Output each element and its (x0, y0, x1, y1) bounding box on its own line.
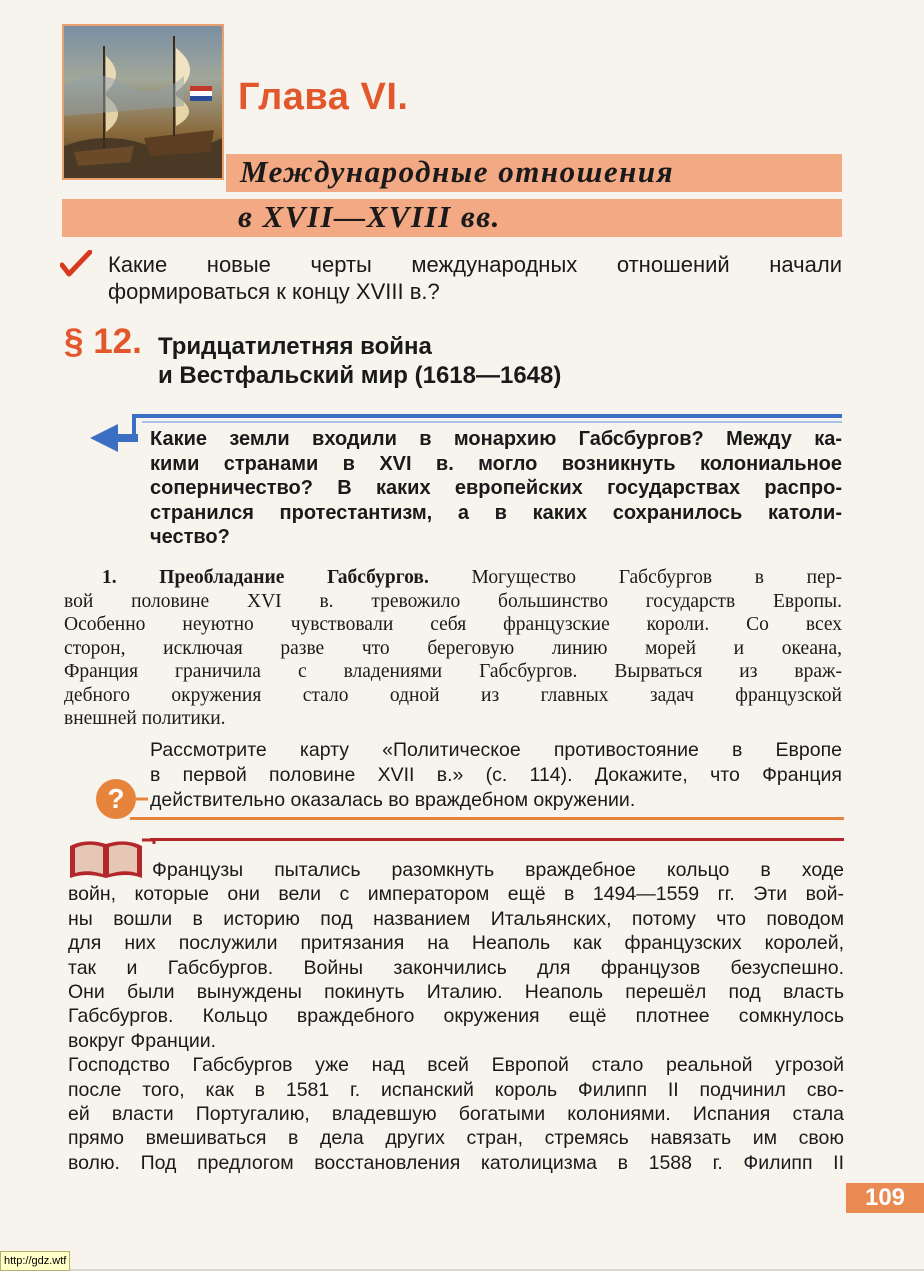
section-1-line: дебного окружения стало одной из главных задач французской (64, 684, 842, 706)
chapter-subtitle-band-2 (62, 199, 842, 237)
svg-text:?: ? (107, 783, 125, 814)
document-line: ны вошли в историю под названием Итальянских, потому что поводом (68, 907, 844, 930)
page-number: 109 (846, 1183, 924, 1213)
task-line: Рассмотрите карту «Политическое противостояние в Европе (150, 739, 842, 761)
document-text (68, 858, 844, 1175)
section-1-first-line (64, 566, 842, 590)
section-1-line: сторон, исключая разве что береговую линию морей и океана, (64, 637, 842, 659)
document-line: волю. Под предлогом восстановления католицизма в 1588 г. Филипп II (68, 1151, 844, 1174)
section-1-text (64, 566, 842, 731)
paragraph-title-line-1: Тридцатилетняя война (158, 333, 432, 360)
document-line: после того, как в 1581 г. испанский король Филипп II подчинил сво- (68, 1078, 844, 1101)
chapter-title: Глава VI. (238, 76, 409, 118)
section-1-heading: 1. Преобладание Габсбургов. (102, 567, 429, 588)
section-1-line: вой половине XVI в. тревожило большинство государств Европы. (64, 590, 842, 612)
intro-question-line: чество? (150, 526, 230, 548)
section-1-line: внешней политики. (64, 708, 226, 729)
watermark-link[interactable]: http://gdz.wtf (0, 1251, 70, 1271)
task-divider (130, 817, 844, 820)
document-line: ей власти Португалию, владевшую богатыми колониями. Испания стала (68, 1103, 844, 1126)
chapter-illustration-ships (62, 24, 224, 180)
document-divider (150, 838, 844, 841)
document-line: для них послужили притязания на Неаполь как французских королей, (68, 932, 844, 955)
document-line: Господство Габсбургов уже над всей Европой стало реальной угрозой (68, 1054, 844, 1077)
key-question-line-2: формироваться к концу XVIII в.? (108, 279, 440, 304)
chapter-subtitle-band-1 (226, 154, 842, 192)
document-line: прямо вмешиваться в дела других стран, стремясь навязать им свою (68, 1127, 844, 1150)
section-1-line: Франция граничила с владениями Габсбургов. Вырваться из враж- (64, 661, 842, 682)
chapter-subtitle-line-2: в XVII—XVIII вв. (238, 199, 501, 234)
task-line: действительно оказалась во враждебном окружении. (150, 789, 636, 811)
intro-question-line: соперничество? В каких европейских государствах распро- (150, 477, 842, 499)
document-line: Они были вынуждены покинуть Италию. Неаполь перешёл под власть (68, 981, 844, 1004)
section-1-line: Особенно неуютно чувствовали себя французские короли. Со всех (64, 614, 842, 635)
document-line: вокруг Франции. (68, 1029, 217, 1052)
checkmark-icon (60, 250, 92, 278)
intro-question-line: странился протестантизм, а в каких сохранилось католи- (150, 501, 842, 524)
chapter-subtitle-line-1: Международные отношения (240, 154, 675, 189)
intro-questions (150, 427, 842, 550)
document-line: войн, которые они вели с императором ещё в 1494—1559 гг. Эти вой- (68, 883, 844, 906)
question-mark-icon (92, 776, 152, 822)
section-1-line: Могущество Габсбургов в пер- (471, 567, 843, 588)
task-line: в первой половине XVII в.» (с. 114). Докажите, что Франция (150, 764, 842, 786)
intro-question-line: Какие земли входили в монархию Габсбургов? Между ка- (150, 428, 842, 450)
key-question-line-1: Какие новые черты международных отношений начали (108, 252, 842, 277)
document-line: Французы пытались разомкнуть враждебное кольцо в ходе (152, 859, 844, 881)
paragraph-number: § 12. (64, 322, 142, 361)
intro-question-line: кими странами в XVI в. могло возникнуть колониальное (150, 452, 842, 475)
map-task (150, 738, 842, 813)
document-line: так и Габсбургов. Войны закончились для французов безуспешно. (68, 956, 844, 979)
document-line: Габсбургов. Кольцо враждебного окружения ещё плотнее сомкнулось (68, 1005, 844, 1028)
paragraph-title-line-2: и Вестфальский мир (1618—1648) (158, 362, 562, 389)
